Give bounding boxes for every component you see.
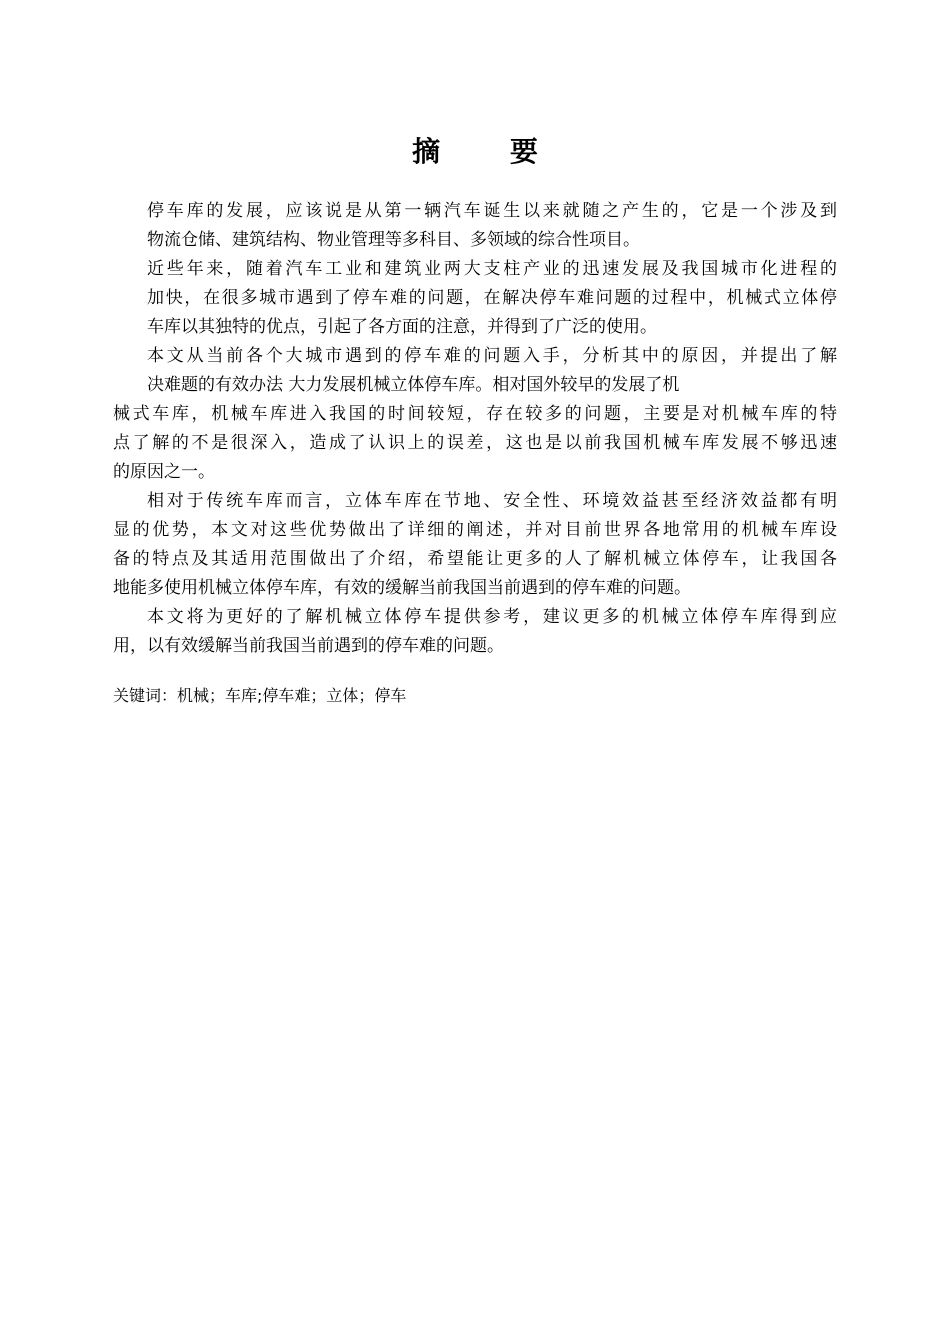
- text-line: 本文从当前各个大城市遇到的停车难的问题入手，分析其中的原因，并提出了解: [147, 346, 837, 366]
- abstract-paragraph-4: [113, 487, 837, 603]
- abstract-body: [113, 197, 837, 661]
- text-line: 车库以其独特的优点，引起了各方面的注意，并得到了广泛的使用。: [147, 317, 657, 337]
- abstract-paragraph-1: [113, 197, 837, 255]
- text-line: 械式车库，机械车库进入我国的时间较短，存在较多的问题，主要是对机械车库的特: [113, 404, 837, 424]
- keywords: 关键词：机械；车库;停车难；立体；停车: [113, 686, 407, 705]
- text-line: 物流仓储、建筑结构、物业管理等多科目、多领域的综合性项目。: [147, 230, 640, 250]
- text-line: 决难题的有效办法 大力发展机械立体停车库。相对国外较早的发展了机: [147, 375, 680, 395]
- text-line: 停车库的发展，应该说是从第一辆汽车诞生以来就随之产生的，它是一个涉及到: [147, 201, 837, 221]
- text-line: 地能多使用机械立体停车库，有效的缓解当前我国当前遇到的停车难的问题。: [113, 578, 691, 598]
- text-line: 加快，在很多城市遇到了停车难的问题，在解决停车难问题的过程中，机械式立体停: [147, 288, 837, 308]
- text-line: 的原因之一。: [113, 462, 215, 482]
- abstract-paragraph-3: [113, 342, 837, 487]
- text-line: 本文将为更好的了解机械立体停车提供参考，建议更多的机械立体停车库得到应: [147, 607, 837, 627]
- text-line: 备的特点及其适用范围做出了介绍，希望能让更多的人了解机械立体停车，让我国各: [113, 549, 837, 569]
- text-line: 相对于传统车库而言，立体车库在节地、安全性、环境效益甚至经济效益都有明: [147, 491, 837, 511]
- text-line: 用，以有效缓解当前我国当前遇到的停车难的问题。: [113, 636, 504, 656]
- page-title: 摘 要: [412, 135, 568, 168]
- abstract-paragraph-2: [113, 255, 837, 342]
- text-line: 点了解的不是很深入，造成了认识上的误差，这也是以前我国机械车库发展不够迅速: [113, 433, 837, 453]
- abstract-paragraph-5: [113, 603, 837, 661]
- text-line: 近些年来，随着汽车工业和建筑业两大支柱产业的迅速发展及我国城市化进程的: [147, 259, 837, 279]
- text-line: 显的优势，本文对这些优势做出了详细的阐述，并对目前世界各地常用的机械车库设: [113, 520, 837, 540]
